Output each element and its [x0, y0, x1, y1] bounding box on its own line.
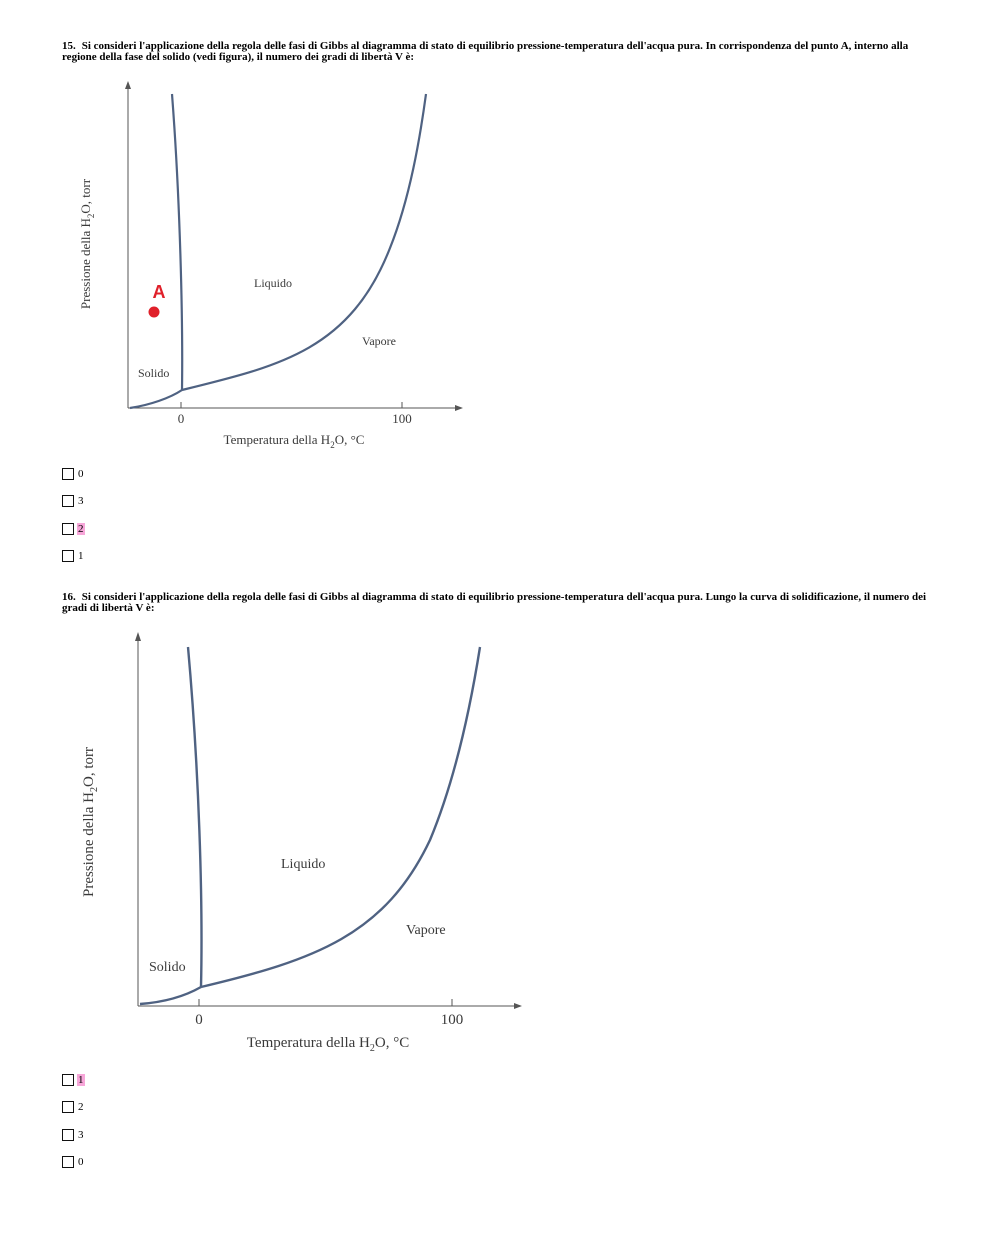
answer-option[interactable] [62, 549, 85, 564]
region-liquid-label: Liquido [281, 857, 326, 872]
answer-option[interactable] [62, 1127, 85, 1142]
answer-label-highlighted: 2 [78, 522, 84, 535]
answer-option[interactable] [62, 1155, 85, 1170]
answer-checkbox[interactable] [62, 1101, 74, 1113]
y-axis-label: Pressione della $H_2O$, torr [81, 747, 100, 897]
sublimation-curve [140, 987, 201, 1004]
phase-diagram-svg [75, 630, 535, 1060]
answer-option[interactable] [62, 1100, 85, 1115]
question-text [62, 592, 942, 614]
answer-label: 0 [78, 1156, 84, 1168]
melting-curve [188, 647, 201, 987]
tick-label-100: 100 [392, 411, 412, 426]
phase-diagram-15 [70, 78, 470, 458]
answer-label: 2 [78, 1101, 84, 1113]
y-axis-arrow [125, 81, 131, 89]
answer-label-highlighted: 1 [78, 1073, 84, 1086]
answers-15 [62, 466, 85, 576]
region-vapor-label: Vapore [362, 334, 396, 348]
answer-option[interactable] [62, 521, 85, 536]
question-number: 15. [62, 40, 76, 52]
point-a-marker [149, 307, 160, 318]
phase-diagram-svg [70, 78, 470, 458]
answer-checkbox[interactable] [62, 523, 74, 535]
answer-checkbox[interactable] [62, 1129, 74, 1141]
region-solid-label: Solido [149, 960, 186, 975]
question-body: Si consideri l'applicazione della regola delle fasi di Gibbs al diagramma di stato di equilibrio pressione-temperatura dell'acqua pura. In corrispondenza del punto A, interno alla regione della fase del solido (vedi figura), il numero dei gradi di libertà V è: [62, 40, 909, 63]
question-number: 16. [62, 591, 76, 603]
answer-checkbox[interactable] [62, 1074, 74, 1086]
x-axis-label: Temperatura della $H_2O$, °C [246, 1035, 410, 1054]
answer-checkbox[interactable] [62, 1156, 74, 1168]
tick-label-100: 100 [440, 1012, 464, 1028]
region-solid-label: Solido [138, 366, 170, 380]
answer-label: 3 [78, 1128, 84, 1141]
answer-option[interactable] [62, 494, 85, 509]
y-axis-label: Pressione della $H_2O$, torr [78, 178, 96, 310]
x-axis-label: Temperatura della $H_2O$, °C [223, 432, 365, 450]
answer-option[interactable] [62, 1072, 85, 1087]
x-axis-arrow [514, 1003, 522, 1009]
phase-diagram-16 [75, 630, 535, 1060]
point-a-label: A [152, 282, 166, 302]
answer-checkbox[interactable] [62, 495, 74, 507]
answer-option[interactable] [62, 466, 85, 481]
sublimation-curve [130, 390, 182, 408]
tick-label-0: 0 [195, 1012, 203, 1028]
answer-checkbox[interactable] [62, 468, 74, 480]
answer-label: 3 [78, 495, 84, 507]
tick-label-0: 0 [177, 411, 185, 426]
answer-label: 1 [78, 550, 84, 562]
x-axis-arrow [455, 405, 463, 411]
melting-curve [172, 94, 182, 390]
answer-checkbox[interactable] [62, 550, 74, 562]
region-vapor-label: Vapore [406, 923, 446, 938]
question-16 [62, 592, 942, 614]
question-text [62, 41, 942, 63]
answers-16 [62, 1072, 85, 1182]
y-axis-arrow [135, 632, 141, 641]
region-liquid-label: Liquido [254, 276, 292, 290]
answer-label: 0 [78, 467, 84, 480]
question-15 [62, 41, 942, 63]
question-body: Si consideri l'applicazione della regola delle fasi di Gibbs al diagramma di stato di equilibrio pressione-temperatura dell'acqua pura. Lungo la curva di solidificazione, il numero dei gradi di libertà V è: [62, 591, 927, 614]
